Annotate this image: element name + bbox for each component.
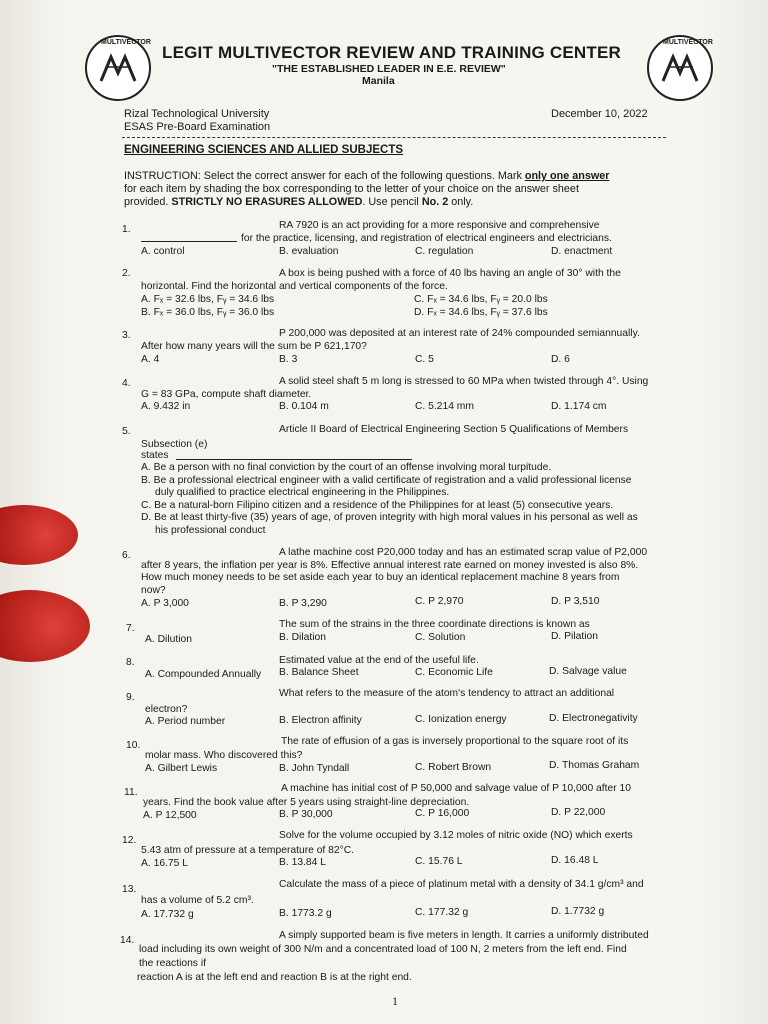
right-logo-text: MULTIVECTOR xyxy=(663,39,713,46)
q6-line-1: A lathe machine cost P20,000 today and has an estimated scrap value of P2,000 xyxy=(279,547,648,558)
instruction-3e: only. xyxy=(448,196,474,208)
header-divider xyxy=(122,137,666,138)
q3-choice-b: B. 3 xyxy=(279,354,298,365)
q11-choice-b: B. P 30,000 xyxy=(279,809,333,820)
q7-choice-d: D. Pilation xyxy=(551,631,598,642)
q8-choice-b: B. Balance Sheet xyxy=(279,667,359,678)
q6-choice-d: D. P 3,510 xyxy=(551,596,600,607)
q10-line-2: molar mass. Who discovered this? xyxy=(145,750,303,761)
q6-choice-c: C. P 2,970 xyxy=(415,596,464,607)
q11-line-1: A machine has initial cost of P 50,000 and salvage value of P 10,000 after 10 xyxy=(281,783,631,794)
q13-line-2: has a volume of 5.2 cm³. xyxy=(141,895,254,906)
q1-line-1: RA 7920 is an act providing for a more responsive and comprehensive xyxy=(279,220,600,231)
q11-line-2: years. Find the book value after 5 years using straight-line depreciation. xyxy=(143,797,470,808)
city: Manila xyxy=(362,75,395,87)
q7-choice-a: A. Dilution xyxy=(145,634,192,645)
q12-number: 12. xyxy=(122,835,137,846)
q2-number: 2. xyxy=(122,268,131,279)
q13-choice-d: D. 1.7732 g xyxy=(551,906,605,917)
q14-line-2: load including its own weight of 300 N/m and a concentrated load of 100 N, 2 meters from the left end. Find xyxy=(139,944,627,955)
q5-choice-c: C. Be a natural-born Filipino citizen and a residence of the Philippines for at least (5) consecutive years. xyxy=(141,500,614,511)
instruction-line-3 xyxy=(124,196,473,209)
exam-name: ESAS Pre-Board Examination xyxy=(124,121,271,133)
q1-number: 1. xyxy=(122,224,131,235)
q6-number: 6. xyxy=(122,550,131,561)
q9-line-1: What refers to the measure of the atom's tendency to attract an additional xyxy=(279,688,615,699)
q6-line-4: now? xyxy=(141,585,166,596)
q7-choice-b: B. Dilation xyxy=(279,632,326,643)
q5-choice-d-line-1: D. Be at least thirty-five (35) years of age, of proven integrity with high moral values in his personal as well as xyxy=(141,512,638,523)
q1-choice-d: D. enactment xyxy=(551,246,613,257)
q1-choice-b: B. evaluation xyxy=(279,246,339,257)
q6-choice-b: B. P 3,290 xyxy=(279,598,327,609)
q10-choice-d: D. Thomas Graham xyxy=(549,760,640,771)
q5-blank xyxy=(176,450,412,460)
q3-number: 3. xyxy=(122,330,131,341)
instruction-lead: INSTRUCTION: Select the correct answer for each of the following questions. Mark xyxy=(124,170,525,182)
q5-line-2: Subsection (e) xyxy=(141,439,208,450)
q3-choice-c: C. 5 xyxy=(415,354,434,365)
exam-date: December 10, 2022 xyxy=(551,108,648,120)
q5-choice-b-line-2: duly qualified to practice electrical engineering in the Philippines. xyxy=(155,487,450,498)
section-title: ENGINEERING SCIENCES AND ALLIED SUBJECTS xyxy=(124,144,404,156)
q12-line-1: Solve for the volume occupied by 3.12 moles of nitric oxide (NO) which exerts xyxy=(279,830,633,841)
q3-choice-d: D. 6 xyxy=(551,354,570,365)
q2-line-2: horizontal. Find the horizontal and vertical components of the force. xyxy=(141,281,448,292)
q11-number: 11. xyxy=(124,787,138,798)
q14-line-4: reaction A is at the left end and reaction B is at the right end. xyxy=(137,972,412,983)
q2-choice-a: A. Fₓ = 32.6 lbs, Fᵧ = 34.6 lbs xyxy=(141,294,275,305)
q14-number: 14. xyxy=(120,935,135,946)
q7-line-1: The sum of the strains in the three coordinate directions is known as xyxy=(279,619,590,630)
school-name: Rizal Technological University xyxy=(124,108,270,120)
q4-choice-c: C. 5.214 mm xyxy=(415,401,474,412)
q10-line-1: The rate of effusion of a gas is inversely proportional to the square root of its xyxy=(281,736,629,747)
q10-choice-c: C. Robert Brown xyxy=(415,762,492,773)
red-mark-lower xyxy=(0,590,90,662)
tagline: "THE ESTABLISHED LEADER IN E.E. REVIEW" xyxy=(272,63,506,75)
q5-number: 5. xyxy=(122,426,131,437)
q8-line-1: Estimated value at the end of the useful life. xyxy=(279,655,479,666)
page-number: 1 xyxy=(392,994,398,1008)
q4-choice-a: A. 9.432 in xyxy=(141,401,191,412)
instruction-3d: No. 2 xyxy=(421,196,449,208)
instruction-line-1 xyxy=(124,170,609,183)
q11-choice-a: A. P 12,500 xyxy=(143,810,197,821)
q6-line-2: after 8 years, the inflation per year is 8%. Effective annual interest rate earned on money invested is also 8%. xyxy=(141,560,639,571)
q5-choice-d-line-2: his professional conduct xyxy=(155,525,266,536)
q9-choice-b: B. Electron affinity xyxy=(279,715,362,726)
q1-line-2: for the practice, licensing, and registration of electrical engineers and electricians. xyxy=(241,233,612,244)
instruction-3b: STRICTLY NO ERASURES ALLOWED xyxy=(171,196,363,208)
instruction-line-2: for each item by shading the box corresponding to the letter of your choice on the answer sheet xyxy=(124,183,579,195)
q8-number: 8. xyxy=(126,657,135,668)
q5-choice-b-line-1: B. Be a professional electrical engineer with a valid certificate of registration and a valid professional license xyxy=(141,475,632,486)
red-mark-upper xyxy=(0,505,78,565)
left-logo-icon xyxy=(85,35,151,101)
q1-choice-c: C. regulation xyxy=(415,246,474,257)
q8-choice-a: A. Compounded Annually xyxy=(145,669,262,680)
q4-line-1: A solid steel shaft 5 m long is stressed to 60 MPa when twisted through 4°. Using xyxy=(279,376,649,387)
q2-choice-b: B. Fₓ = 36.0 lbs, Fᵧ = 36.0 lbs xyxy=(141,307,275,318)
q12-choice-c: C. 15.76 L xyxy=(415,856,463,867)
q4-line-2: G = 83 GPa, compute shaft diameter. xyxy=(141,389,312,400)
q13-choice-b: B. 1773.2 g xyxy=(279,908,332,919)
q10-number: 10. xyxy=(126,740,141,751)
q3-choice-a: A. 4 xyxy=(141,354,160,365)
q4-number: 4. xyxy=(122,378,131,389)
q10-choice-b: B. John Tyndall xyxy=(279,763,350,774)
q6-choice-a: A. P 3,000 xyxy=(141,598,189,609)
q11-choice-d: D. P 22,000 xyxy=(551,807,606,818)
q2-choice-c: C. Fₓ = 34.6 lbs, Fᵧ = 20.0 lbs xyxy=(414,294,548,305)
q9-number: 9. xyxy=(126,692,135,703)
q12-line-2: 5.43 atm of pressure at a temperature of 82°C. xyxy=(141,845,355,856)
q5-line-1: Article II Board of Electrical Engineering Section 5 Qualifications of Members xyxy=(279,424,629,435)
right-logo-icon xyxy=(647,35,713,101)
q5-choice-a: A. Be a person with no final conviction by the court of an offense involving moral turpitude. xyxy=(141,462,552,473)
q7-choice-c: C. Solution xyxy=(415,632,466,643)
q13-number: 13. xyxy=(122,884,137,895)
q3-line-2: After how many years will the sum be P 621,170? xyxy=(141,341,367,352)
q7-number: 7. xyxy=(126,623,135,634)
q4-choice-b: B. 0.104 m xyxy=(279,401,329,412)
q13-choice-a: A. 17.732 g xyxy=(141,909,194,920)
q12-choice-b: B. 13.84 L xyxy=(279,857,326,868)
q8-choice-c: C. Economic Life xyxy=(415,667,493,678)
q10-choice-a: A. Gilbert Lewis xyxy=(145,763,218,774)
q1-choice-a: A. control xyxy=(141,246,185,257)
q12-choice-a: A. 16.75 L xyxy=(141,858,188,869)
instruction-emphasis: only one answer xyxy=(524,170,610,182)
instruction-3c: . Use pencil xyxy=(362,196,422,208)
q9-line-2: electron? xyxy=(145,704,188,715)
center-title: LEGIT MULTIVECTOR REVIEW AND TRAINING CENTER xyxy=(162,43,621,62)
q13-line-1: Calculate the mass of a piece of platinum metal with a density of 34.1 g/cm³ and xyxy=(279,879,644,890)
q2-choice-d: D. Fₓ = 34.6 lbs, Fᵧ = 37.6 lbs xyxy=(414,307,548,318)
q2-line-1: A box is being pushed with a force of 40 lbs having an angle of 30° with the xyxy=(279,268,621,279)
q5-line-3: states xyxy=(141,450,169,461)
q1-blank xyxy=(141,232,237,242)
q3-line-1: P 200,000 was deposited at an interest rate of 24% compounded semiannually. xyxy=(279,328,640,339)
q6-line-3: How much money needs to be set aside each year to buy an identical replacement machine 8 years from xyxy=(141,572,620,583)
q9-choice-d: D. Electronegativity xyxy=(549,713,638,724)
q11-choice-c: C. P 16,000 xyxy=(415,808,470,819)
q9-choice-c: C. Ionization energy xyxy=(415,714,507,725)
q8-choice-d: D. Salvage value xyxy=(549,666,627,677)
q4-choice-d: D. 1.174 cm xyxy=(551,401,607,412)
q14-line-1: A simply supported beam is five meters in length. It carries a uniformly distributed xyxy=(279,930,649,941)
left-logo-text: MULTIVECTOR xyxy=(101,39,151,46)
instruction-3a: provided. xyxy=(124,196,172,208)
q14-line-3: the reactions if xyxy=(139,958,206,969)
q9-choice-a: A. Period number xyxy=(145,716,226,727)
q13-choice-c: C. 177.32 g xyxy=(415,907,469,918)
q12-choice-d: D. 16.48 L xyxy=(551,855,599,866)
